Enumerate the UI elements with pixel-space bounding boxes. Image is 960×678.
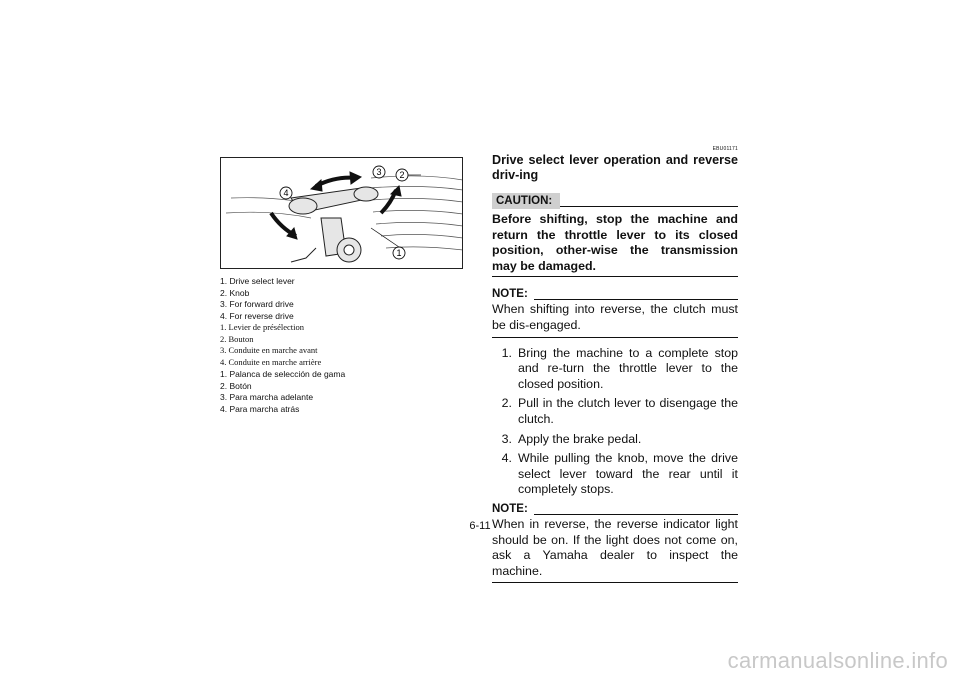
list-item [492, 396, 738, 427]
step-number: 1. [501, 345, 512, 360]
steps-list [492, 346, 738, 498]
step-text: Pull in the clutch lever to disengage the clutch. [518, 396, 738, 426]
caution-rule [560, 195, 738, 207]
caution-label: CAUTION: [492, 193, 560, 209]
caption-spanish [220, 369, 345, 415]
instructions-column [492, 146, 738, 583]
note-rule [534, 288, 738, 300]
note-header [492, 502, 738, 516]
page-number: 6-11 [469, 520, 491, 532]
callout-3: 3 [376, 167, 382, 177]
lever-drawing [221, 158, 463, 269]
note-header [492, 287, 738, 301]
list-item [492, 346, 738, 393]
list-item [492, 432, 738, 448]
caption-item: 3. Para marcha adelante [220, 392, 314, 403]
caption-item: 2. Bouton [220, 333, 254, 344]
note-rule [534, 503, 738, 515]
caution-bottom-rule [492, 276, 738, 277]
step-number: 2. [501, 396, 512, 411]
caption-english [220, 276, 295, 322]
caption-item: 1. Palanca de selección de gama [220, 369, 346, 379]
callout-1: 1 [396, 248, 402, 258]
section-code: EBU01171 [712, 146, 738, 152]
caption-french [220, 322, 321, 368]
step-number: 3. [501, 431, 512, 446]
note-text: When in reverse, the reverse indicator light should be on. If the light does not come on, ask a Yamaha dealer to inspect the machine. [492, 516, 738, 578]
caption-item: 2. Botón [220, 380, 252, 391]
note-label: NOTE: [492, 288, 528, 301]
caution-header [492, 193, 738, 209]
caution-text: Before shifting, stop the machine and return the throttle lever to its closed position, other-wise the transmission may be damaged. [492, 212, 738, 273]
note-bottom-rule [492, 337, 738, 338]
caption-item: 1. Drive select lever [220, 276, 295, 286]
caption-item: 4. Para marcha atrás [220, 403, 300, 414]
note-label: NOTE: [492, 502, 528, 515]
callout-4: 4 [283, 188, 289, 198]
callout-2: 2 [399, 170, 405, 180]
section-heading: Drive select lever operation and reverse driv-ing [492, 153, 738, 182]
step-text: While pulling the knob, move the drive select lever toward the rear until it completely stops. [518, 451, 738, 497]
note-text: When shifting into reverse, the clutch must be dis-engaged. [492, 302, 738, 332]
step-text: Bring the machine to a complete stop and re-turn the throttle lever to the closed position. [518, 345, 738, 391]
note-bottom-rule [492, 582, 738, 583]
caption-item: 4. Conduite en marche arrière [220, 356, 322, 367]
step-text: Apply the brake pedal. [518, 431, 642, 446]
caption-item: 2. Knob [220, 287, 250, 298]
caption-item: 1. Levier de présélection [220, 322, 305, 332]
step-number: 4. [501, 451, 512, 466]
caption-item: 3. For forward drive [220, 299, 294, 310]
drive-lever-illustration [220, 157, 463, 269]
watermark: carmanualsonline.info [727, 648, 948, 673]
caption-item: 4. For reverse drive [220, 310, 294, 321]
caption-item: 3. Conduite en marche avant [220, 345, 318, 356]
list-item [492, 451, 738, 498]
